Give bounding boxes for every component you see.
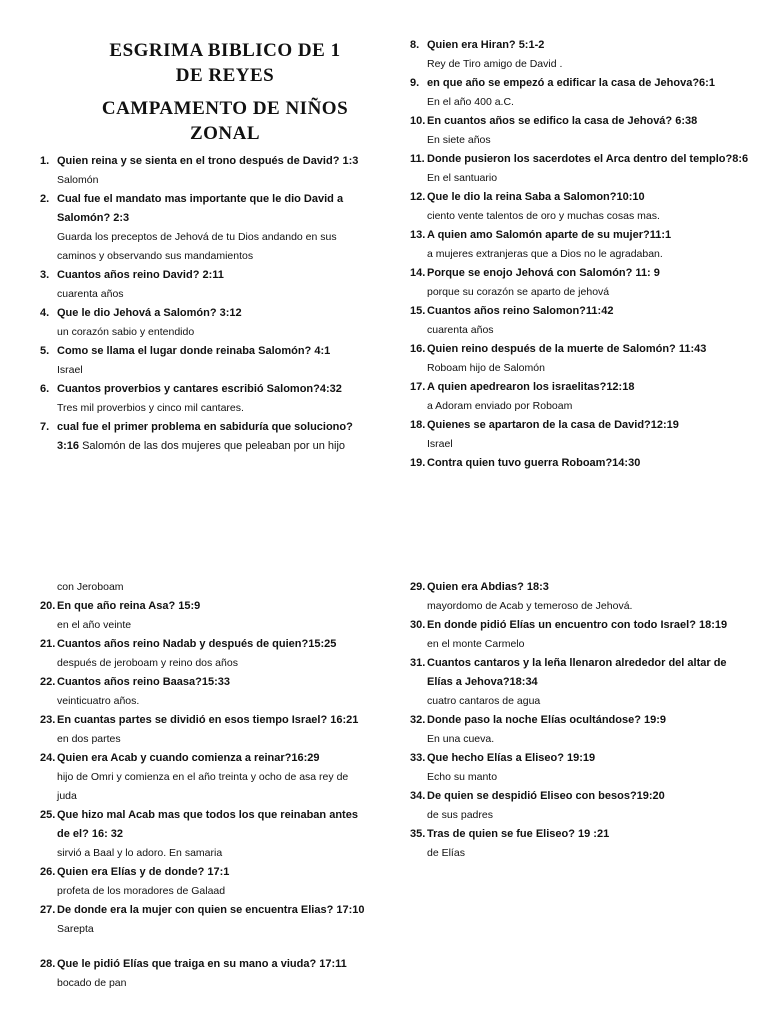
question-number: 34. [410,790,426,802]
answer-text: Guarda los preceptos de Jehová de tu Dios andando en sus caminos y observando sus mandamientos [57,231,337,262]
question-number: 28. [40,958,56,970]
question-item [410,74,755,112]
question-text: Cual fue el mandato mas importante que le dio David a Salomón? 2:3 [57,193,344,224]
answer-text: porque su corazón se aparto de jehová [427,286,610,298]
question-number: 14. [410,267,426,279]
question-number: 31. [410,657,426,669]
question-text: Quien era Elías y de donde? 17:1 [57,866,230,878]
question-number: 30. [410,619,426,631]
subtitle-line-2: ZONAL [189,123,261,144]
answer-text: ciento vente talentos de oro y muchas cosas mas. [427,210,660,222]
question-number: 22. [40,676,56,688]
question-item [410,226,755,264]
question-text: Quien reina y se sienta en el trono después de David? 1:3 [57,155,359,167]
question-number: 32. [410,714,426,726]
question-item [40,418,370,456]
answer-text: después de jeroboam y reino dos años [57,657,238,669]
answer-text: Israel [427,438,453,450]
page1-right-column [410,36,755,473]
question-item [40,863,370,901]
question-item [40,673,370,711]
question-text: Que hecho Elías a Eliseo? 19:19 [427,752,596,764]
answer-text: cuarenta años [427,324,494,336]
question-text: Quien reino después de la muerte de Salomón? 11:43 [427,343,707,355]
question-number: 24. [40,752,56,764]
question-number: 8. [410,39,420,51]
question-number: 35. [410,828,426,840]
question-item [410,302,755,340]
answer-text: Salomón [57,174,99,186]
question-number: 3. [40,269,50,281]
answer-text: en el año veinte [57,619,132,631]
question-text: Quien era Abdias? 18:3 [427,581,549,593]
answer-text: cuarenta años [57,288,124,300]
question-item [410,112,755,150]
question-text: En donde pidió Elías un encuentro con todo Israel? 18:19 [427,619,728,631]
question-text: Cuantos años reino Salomon?11:42 [427,305,614,317]
page2-left-column [40,578,370,993]
answer-text: Salomón de las dos mujeres que peleaban por un hijo [82,440,346,452]
question-text: De donde era la mujer con quien se encuentra Elias? 17:10 [57,904,365,916]
question-item [40,806,370,863]
answer-text: En el santuario [427,172,498,184]
question-item [410,454,755,473]
question-item [410,340,755,378]
answer-text: Tres mil proverbios y cinco mil cantares. [57,402,244,414]
question-text: Que le pidió Elías que traiga en su mano a viuda? 17:11 [57,958,347,970]
answer-text: Rey de Tiro amigo de David . [427,58,563,70]
question-text: Contra quien tuvo guerra Roboam?14:30 [427,457,641,469]
question-item [40,190,370,266]
question-text: Porque se enojo Jehová con Salomón? 11: 9 [427,267,660,279]
question-text: Quienes se apartaron de la casa de David?12:19 [427,419,679,431]
question-item [40,711,370,749]
question-number: 1. [40,155,50,167]
question-number: 9. [410,77,420,89]
question-item [40,749,370,806]
question-number: 12. [410,191,426,203]
answer-text: con Jeroboam [57,581,124,593]
answer-text: cuatro cantaros de agua [427,695,541,707]
answer-text: a Adoram enviado por Roboam [427,400,573,412]
question-text: Que hizo mal Acab mas que todos los que reinaban antes de el? 16: 32 [57,809,358,840]
answer-text: En el año 400 a.C. [427,96,514,108]
question-item [410,654,755,711]
question-item [40,266,370,304]
answer-text: de Elías [427,847,465,859]
question-number: 33. [410,752,426,764]
question-text: En que año reina Asa? 15:9 [57,600,201,612]
question-item [410,188,755,226]
question-text: cual fue el primer problema en sabiduría que soluciono? 3:16 [57,421,353,452]
question-item [40,597,370,635]
question-item [40,342,370,380]
question-number: 25. [40,809,56,821]
question-text: Cuantos cantaros y la leña llenaron alrededor del altar de Elías a Jehova?18:34 [427,657,727,688]
title-line-2: DE REYES [175,65,275,86]
question-text: Cuantos años reino Nadab y después de quien?15:25 [57,638,337,650]
question-text: Quien era Hiran? 5:1-2 [427,39,545,51]
answer-text: Israel [57,364,83,376]
question-text: Cuantos proverbios y cantares escribió Salomon?4:32 [57,383,342,395]
question-number: 27. [40,904,56,916]
question-item [410,416,755,454]
answer-text: a mujeres extranjeras que a Dios no le agradaban. [427,248,663,260]
answer-text: Roboam hijo de Salomón [427,362,545,374]
question-item [410,578,755,616]
answer-text: mayordomo de Acab y temeroso de Jehová. [427,600,633,612]
question-text: Quien era Acab y cuando comienza a reinar?16:29 [57,752,320,764]
question-number: 17. [410,381,426,393]
question-text: Donde paso la noche Elías ocultándose? 19:9 [427,714,667,726]
answer-text: veinticuatro años. [57,695,140,707]
question-number: 6. [40,383,50,395]
question-text: Donde pusieron los sacerdotes el Arca dentro del templo?8:6 [427,153,749,165]
question-number: 4. [40,307,50,319]
answer-text: hijo de Omri y comienza en el año treinta y ocho de asa rey de juda [57,771,349,802]
question-item [410,749,755,787]
answer-text: en el monte Carmelo [427,638,525,650]
answer-text: un corazón sabio y entendido [57,326,195,338]
question-number: 26. [40,866,56,878]
page1-left-column [40,38,370,456]
question-number: 21. [40,638,56,650]
question-number: 13. [410,229,426,241]
document-title [80,38,370,88]
question-number: 20. [40,600,56,612]
question-text: A quien amo Salomón aparte de su mujer?11:1 [427,229,672,241]
question-number: 5. [40,345,50,357]
answer-text: en dos partes [57,733,121,745]
question-number: 16. [410,343,426,355]
document-subtitle [80,96,370,146]
question-number: 7. [40,421,50,433]
subtitle-line-1: CAMPAMENTO DE NIÑOS [101,98,349,119]
answer-text: bocado de pan [57,977,127,989]
question-text: Tras de quien se fue Eliseo? 19 :21 [427,828,610,840]
question-text: Que le dio la reina Saba a Salomon?10:10 [427,191,645,203]
question-number: 19. [410,457,426,469]
question-number: 18. [410,419,426,431]
question-item [410,711,755,749]
question-text: En cuantos años se edifico la casa de Jehová? 6:38 [427,115,698,127]
question-number: 2. [40,193,50,205]
question-number: 10. [410,115,426,127]
question-item [40,304,370,342]
question-item [40,901,370,939]
answer-text: Echo su manto [427,771,498,783]
answer-text: En siete años [427,134,491,146]
question-number: 11. [410,153,425,165]
question-text: Como se llama el lugar donde reinaba Salomón? 4:1 [57,345,331,357]
question-text: Cuantos años reino Baasa?15:33 [57,676,231,688]
question-text: En cuantas partes se dividió en esos tiempo Israel? 16:21 [57,714,359,726]
question-item [410,787,755,825]
title-line-1: ESGRIMA BIBLICO DE 1 [109,40,341,61]
question-text: en que año se empezó a edificar la casa de Jehova?6:1 [427,77,715,89]
question-text: Que le dio Jehová a Salomón? 3:12 [57,307,242,319]
question-text: Cuantos años reino David? 2:11 [57,269,224,281]
question-item [410,36,755,74]
question-number: 15. [410,305,426,317]
question-text: A quien apedrearon los israelitas?12:18 [427,381,635,393]
answer-text: En una cueva. [427,733,495,745]
question-item [410,264,755,302]
answer-text: sirvió a Baal y lo adoro. En samaria [57,847,223,859]
question-item [40,380,370,418]
question-item [40,152,370,190]
answer-text: profeta de los moradores de Galaad [57,885,226,897]
answer-text: de sus padres [427,809,493,821]
answer-text: Sarepta [57,923,94,935]
question-item [410,825,755,863]
page2-right-column [410,578,755,863]
question-item [410,616,755,654]
question-number: 29. [410,581,426,593]
question-item [40,635,370,673]
question-item [410,378,755,416]
question-item [40,955,370,993]
question-item [410,150,755,188]
question-number: 23. [40,714,56,726]
question-text: De quien se despidió Eliseo con besos?19:20 [427,790,665,802]
